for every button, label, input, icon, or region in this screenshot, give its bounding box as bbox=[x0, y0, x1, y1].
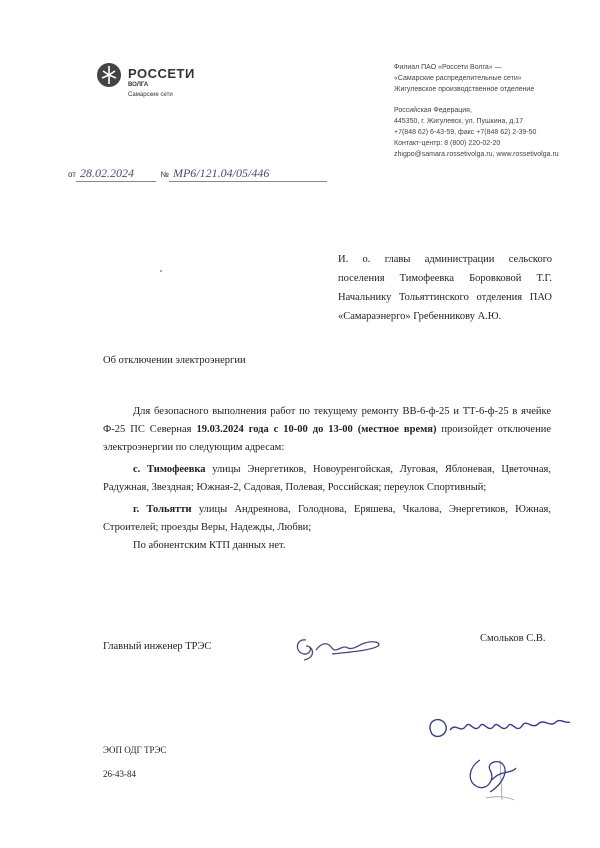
brand-branch: Самарские сети bbox=[128, 92, 173, 98]
acknowledgement-handwriting bbox=[420, 700, 580, 810]
org-line: Жигулевское производственное отделение bbox=[394, 86, 535, 93]
org-line: Филиал ПАО «Россети Волга» — bbox=[394, 64, 502, 71]
organization-block bbox=[394, 62, 559, 160]
registration-date: 28.02.2024 bbox=[76, 166, 156, 182]
letter-subject: Об отключении электроэнергии bbox=[103, 355, 246, 366]
signatory-name: Смольков С.В. bbox=[480, 633, 546, 644]
body-paragraph bbox=[103, 403, 551, 457]
street-list: улицы Энергетиков, Новоуренгойская, Луговая, Яблоневая, Цветочная, Радужная, Звездная; Южная-2, Садовая, Полевая, Российская; переулок Спортивный; bbox=[103, 464, 551, 493]
outage-datetime: 19.03.2024 года с 10-00 до 13-00 (местное время) bbox=[196, 424, 437, 435]
registration-line bbox=[68, 166, 327, 182]
signatory-role: Главный инженер ТРЭС bbox=[103, 641, 212, 652]
address-line: Контакт-центр: 8 (800) 220-02-20 bbox=[394, 140, 501, 147]
address-line: 445350, г. Жигулевск, ул. Пушкина, д.17 bbox=[394, 118, 524, 125]
street-list: улицы Андреянова, Голоднова, Еряшева, Чкалова, Энергетиков, Южная, Строителей; проезды Веры, Надежды, Любви; bbox=[103, 504, 552, 533]
executor-department: ЭОП ОДГ ТРЭС bbox=[103, 745, 167, 755]
scan-speck bbox=[160, 270, 162, 272]
rosseti-logo-icon bbox=[96, 62, 122, 88]
address-line: +7(848 62) 6-43-59, факс +7(848 62) 2-39-50 bbox=[394, 129, 537, 136]
settlement-name: с. Тимофеевка bbox=[133, 464, 206, 475]
executor-phone: 26-43-84 bbox=[103, 769, 136, 779]
city-name: г. Тольятти bbox=[133, 504, 192, 515]
brand-name: РОССЕТИ bbox=[128, 66, 195, 81]
number-prefix: № bbox=[160, 170, 169, 179]
handwritten-signature bbox=[292, 632, 384, 664]
date-prefix: от bbox=[68, 170, 76, 179]
addressee: И. о. главы администрации сельского поселения Тимофеевка Боровковой Т.Г. Начальнику Тольяттинского отделения ПАО «Самараэнерго» Гребенникову А.Ю. bbox=[338, 254, 552, 322]
body-text: произойдет отключение электроэнергии по следующим адресам: bbox=[103, 424, 551, 453]
address-line: zhigpo@samara.rossetivolga.ru, www.rossetivolga.ru bbox=[394, 151, 559, 158]
body-paragraph bbox=[103, 501, 551, 537]
body-paragraph: По абонентским КТП данных нет. bbox=[133, 540, 286, 551]
registration-number: МР6/121.04/05/446 bbox=[169, 166, 327, 182]
org-line: «Самарские распределительные сети» bbox=[394, 75, 522, 82]
address-line: Российская Федерация, bbox=[394, 107, 472, 114]
body-paragraph bbox=[103, 461, 551, 497]
letter-body bbox=[103, 403, 551, 555]
brand-region: ВОЛГА bbox=[128, 82, 149, 88]
body-text: Для безопасного выполнения работ по текущему ремонту ВВ-6-ф-25 и ТТ-6-ф-25 в ячейке Ф-25 ПС Северная bbox=[103, 406, 551, 435]
